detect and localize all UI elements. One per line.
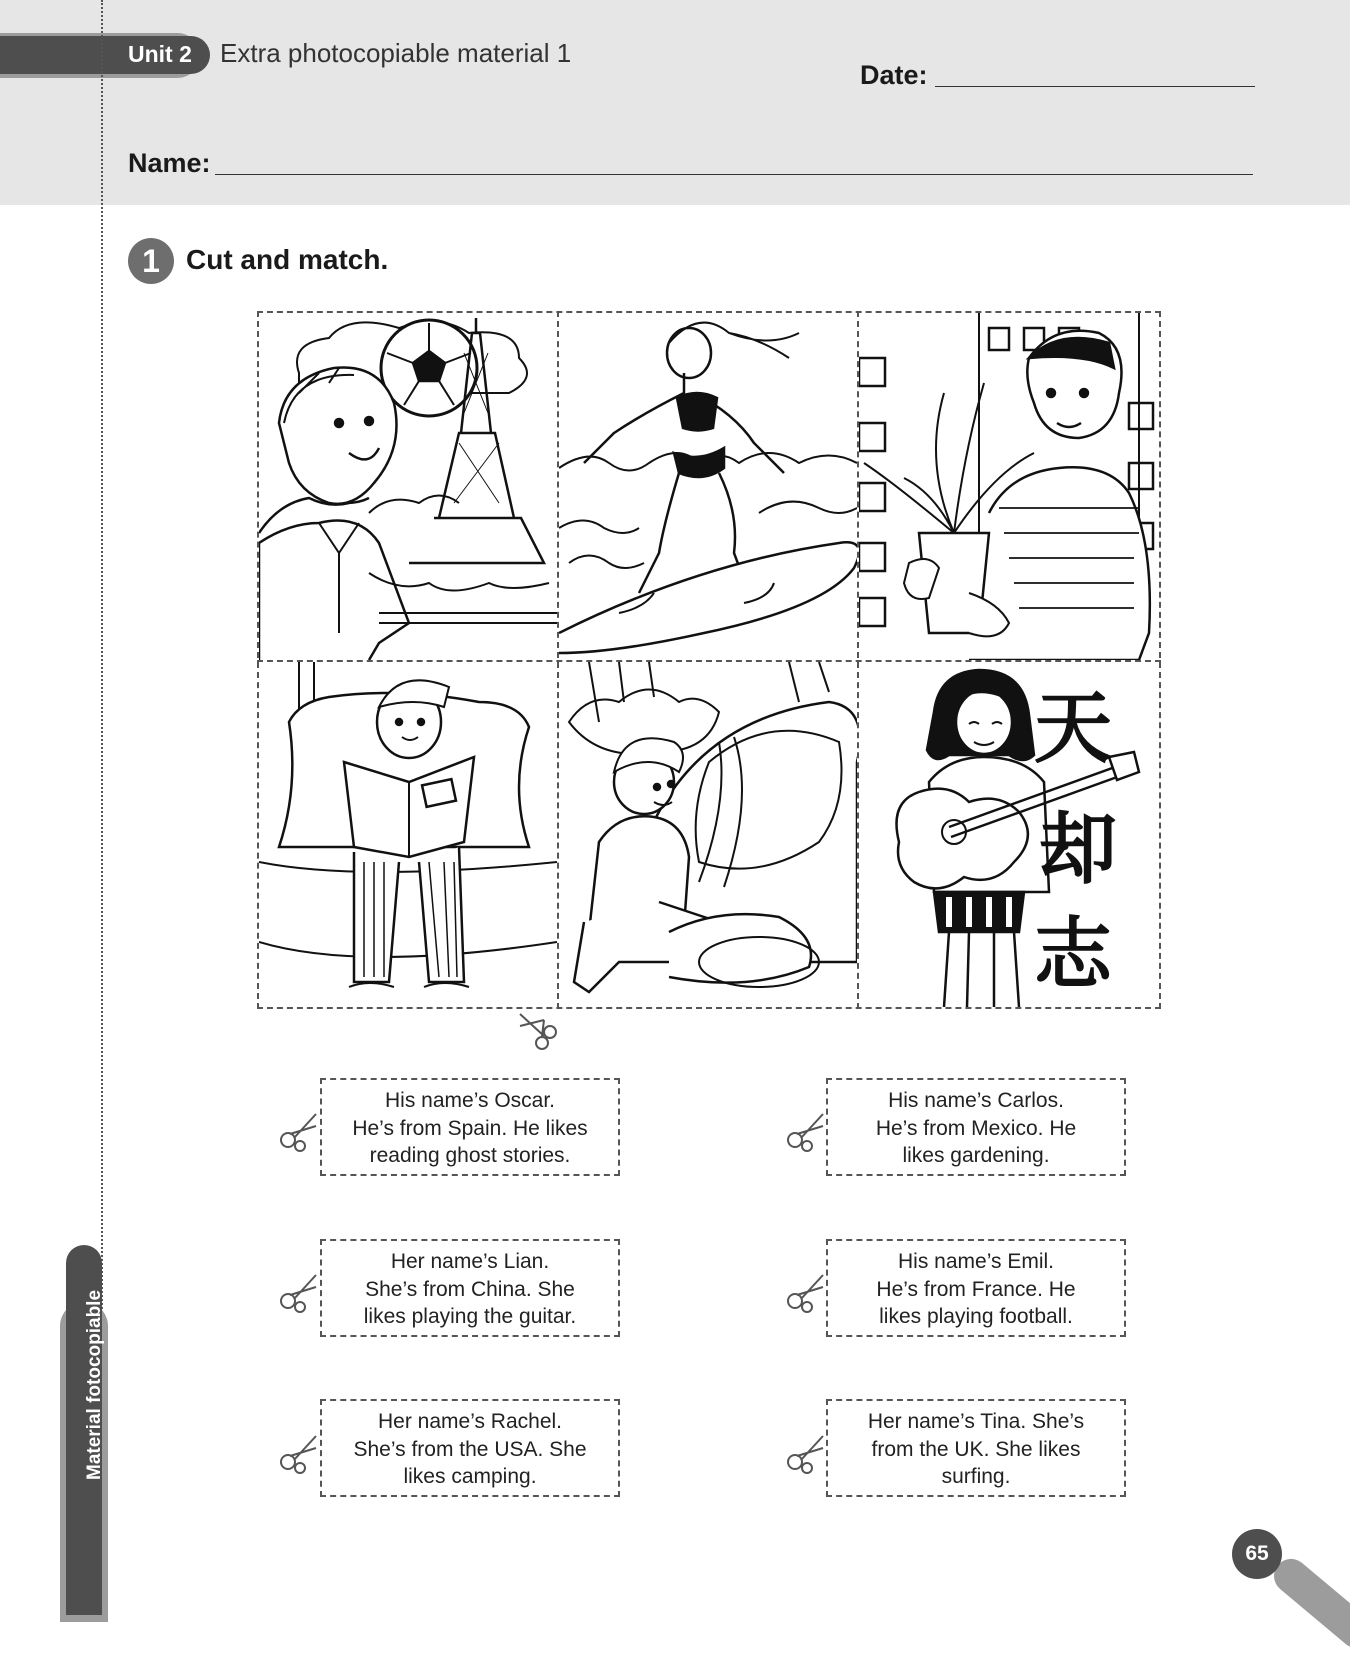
- scissors-icon: [278, 1434, 318, 1474]
- scissors-icon: [278, 1112, 318, 1152]
- card-line: His name’s Emil.: [898, 1250, 1054, 1273]
- name-label: Name:: [128, 148, 211, 178]
- chinese-character-2: 却: [1039, 804, 1118, 895]
- picture-boy-gardening[interactable]: [859, 313, 1159, 660]
- chinese-character-3: 志: [1034, 909, 1113, 1000]
- card-tina[interactable]: [826, 1399, 1126, 1497]
- card-rachel[interactable]: [320, 1399, 620, 1497]
- date-label: Date:: [860, 60, 928, 90]
- card-line: He’s from Spain. He likes: [352, 1116, 588, 1140]
- card-line: She’s from the USA. She: [353, 1437, 587, 1461]
- chinese-character-1: 天: [1034, 683, 1113, 774]
- card-line: reading ghost stories.: [369, 1144, 571, 1167]
- card-line: likes playing football.: [879, 1305, 1073, 1328]
- card-line: He’s from France. He: [876, 1277, 1076, 1301]
- card-line: likes camping.: [403, 1465, 537, 1488]
- scissors-icon: [518, 1010, 558, 1050]
- date-field[interactable]: [935, 86, 1255, 87]
- unit-label: Unit 2: [128, 41, 192, 67]
- card-carlos[interactable]: [826, 1078, 1126, 1176]
- name-field[interactable]: [215, 174, 1253, 175]
- card-line: from the UK. She likes: [871, 1437, 1081, 1461]
- unit-subtitle: Extra photocopiable material 1: [220, 38, 572, 68]
- card-line: She’s from China. She: [365, 1277, 575, 1301]
- card-line: surfing.: [941, 1465, 1011, 1488]
- picture-girl-surfing[interactable]: [559, 313, 857, 660]
- page-number: 65: [1232, 1529, 1282, 1579]
- picture-girl-guitar[interactable]: [859, 662, 1159, 1007]
- card-line: His name’s Carlos.: [888, 1089, 1064, 1112]
- scissors-icon: [278, 1273, 318, 1313]
- card-emil[interactable]: [826, 1239, 1126, 1337]
- picture-boy-reading[interactable]: [259, 662, 557, 1007]
- card-line: Her name’s Tina. She’s: [867, 1410, 1085, 1433]
- picture-boy-football-eiffel-tower[interactable]: [259, 313, 557, 660]
- card-line: likes playing the guitar.: [363, 1305, 577, 1328]
- card-line: He’s from Mexico. He: [875, 1116, 1077, 1140]
- exercise-instruction: Cut and match.: [186, 244, 389, 275]
- card-oscar[interactable]: [320, 1078, 620, 1176]
- side-tab-label: Material fotocopiable: [84, 1289, 105, 1480]
- scissors-icon: [785, 1112, 825, 1152]
- picture-boy-camping[interactable]: [559, 662, 857, 1007]
- card-line: Her name’s Lian.: [390, 1250, 550, 1273]
- exercise-number-badge: 1: [128, 238, 174, 284]
- card-line: Her name’s Rachel.: [377, 1410, 563, 1433]
- card-lian[interactable]: [320, 1239, 620, 1337]
- scissors-icon: [785, 1273, 825, 1313]
- cut-line-horizontal: [257, 660, 1161, 662]
- scissors-icon: [785, 1434, 825, 1474]
- page-number-streak: [1267, 1552, 1350, 1655]
- card-line: likes gardening.: [902, 1144, 1050, 1167]
- card-line: His name’s Oscar.: [385, 1089, 555, 1112]
